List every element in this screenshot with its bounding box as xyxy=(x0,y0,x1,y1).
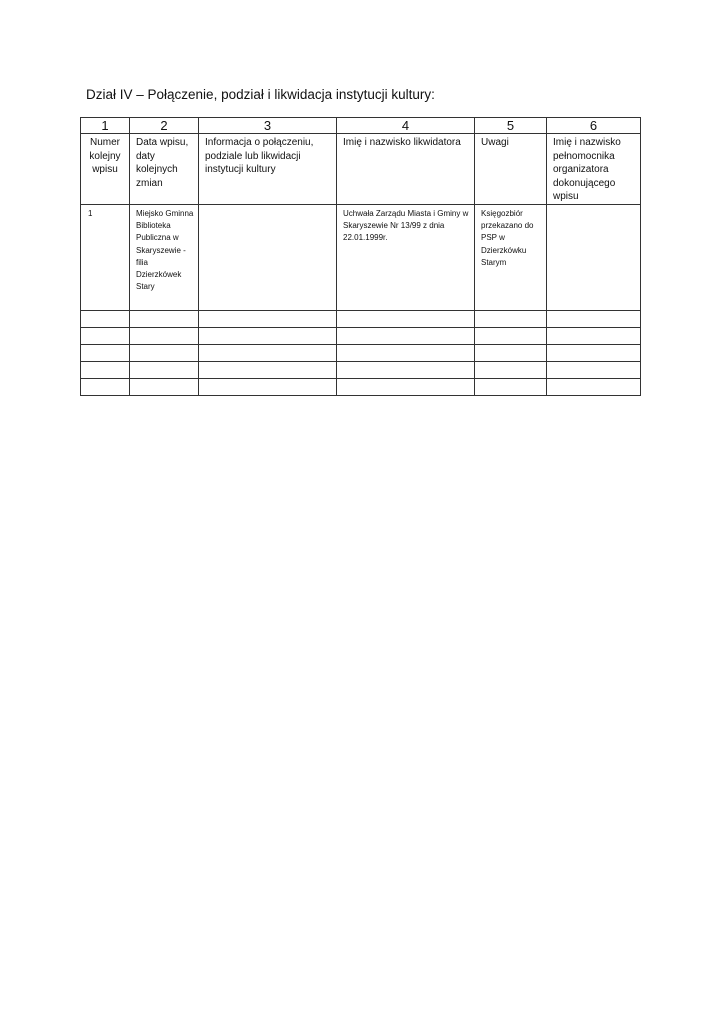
column-number: 1 xyxy=(81,118,130,134)
empty-cell xyxy=(199,311,337,328)
empty-cell xyxy=(199,362,337,379)
empty-cell xyxy=(547,328,641,345)
table-cell xyxy=(81,205,130,311)
empty-cell xyxy=(337,328,475,345)
empty-cell xyxy=(475,379,547,396)
cell-entry-date: Miejsko Gminna Biblioteka Publiczna w Skaryszewie - filia Dzierzkówek Stary xyxy=(136,209,194,292)
section-title: Dział IV – Połączenie, podział i likwidacja instytucji kultury: xyxy=(86,87,435,102)
header-remarks: Uwagi xyxy=(481,137,509,148)
empty-cell xyxy=(475,311,547,328)
empty-cell xyxy=(199,345,337,362)
column-number: 2 xyxy=(130,118,199,134)
empty-cell xyxy=(130,311,199,328)
register-table xyxy=(80,117,641,396)
header-row xyxy=(81,134,641,205)
empty-cell xyxy=(130,328,199,345)
empty-cell xyxy=(81,379,130,396)
empty-cell xyxy=(547,345,641,362)
empty-cell xyxy=(475,345,547,362)
cell-liquidator-name: Uchwała Zarządu Miasta i Gminy w Skaryszewie Nr 13/99 z dnia 22.01.1999r. xyxy=(343,209,469,243)
empty-cell xyxy=(337,345,475,362)
empty-cell xyxy=(475,362,547,379)
empty-cell xyxy=(130,345,199,362)
cell-entry-number: 1 xyxy=(88,209,93,218)
header-cell xyxy=(199,134,337,205)
column-number: 4 xyxy=(337,118,475,134)
cell-proxy-name xyxy=(547,205,640,208)
empty-cell xyxy=(81,345,130,362)
empty-table-row xyxy=(81,345,641,362)
table-cell xyxy=(475,205,547,311)
header-cell xyxy=(81,134,130,205)
column-number: 3 xyxy=(199,118,337,134)
empty-cell xyxy=(547,311,641,328)
cell-remarks: Księgozbiór przekazano do PSP w Dzierzkówku Starym xyxy=(481,209,534,267)
table-cell xyxy=(130,205,199,311)
empty-cell xyxy=(547,362,641,379)
empty-cell xyxy=(337,311,475,328)
table-cell xyxy=(547,205,641,311)
header-entry-date: Data wpisu, daty kolejnych zmian xyxy=(136,137,189,189)
empty-cell xyxy=(130,362,199,379)
header-entry-number: Numer kolejny wpisu xyxy=(89,137,121,175)
cell-merger-info xyxy=(199,205,336,208)
empty-cell xyxy=(547,379,641,396)
header-liquidator-name: Imię i nazwisko likwidatora xyxy=(343,137,461,148)
column-number: 5 xyxy=(475,118,547,134)
header-cell xyxy=(547,134,641,205)
table-cell xyxy=(337,205,475,311)
empty-cell xyxy=(81,328,130,345)
header-merger-info: Informacja o połączeniu, podziale lub likwidacji instytucji kultury xyxy=(205,137,314,175)
empty-cell xyxy=(199,328,337,345)
empty-cell xyxy=(81,311,130,328)
empty-table-row xyxy=(81,379,641,396)
empty-cell xyxy=(337,379,475,396)
empty-cell xyxy=(475,328,547,345)
header-cell xyxy=(475,134,547,205)
column-number-row xyxy=(81,118,641,134)
empty-table-row xyxy=(81,328,641,345)
table-cell xyxy=(199,205,337,311)
header-cell xyxy=(130,134,199,205)
empty-cell xyxy=(81,362,130,379)
column-number: 6 xyxy=(547,118,641,134)
header-cell xyxy=(337,134,475,205)
empty-cell xyxy=(130,379,199,396)
header-proxy-name: Imię i nazwisko pełnomocnika organizatora dokonującego wpisu xyxy=(553,137,621,202)
empty-cell xyxy=(337,362,475,379)
empty-table-row xyxy=(81,362,641,379)
table-row xyxy=(81,205,641,311)
empty-table-row xyxy=(81,311,641,328)
empty-cell xyxy=(199,379,337,396)
